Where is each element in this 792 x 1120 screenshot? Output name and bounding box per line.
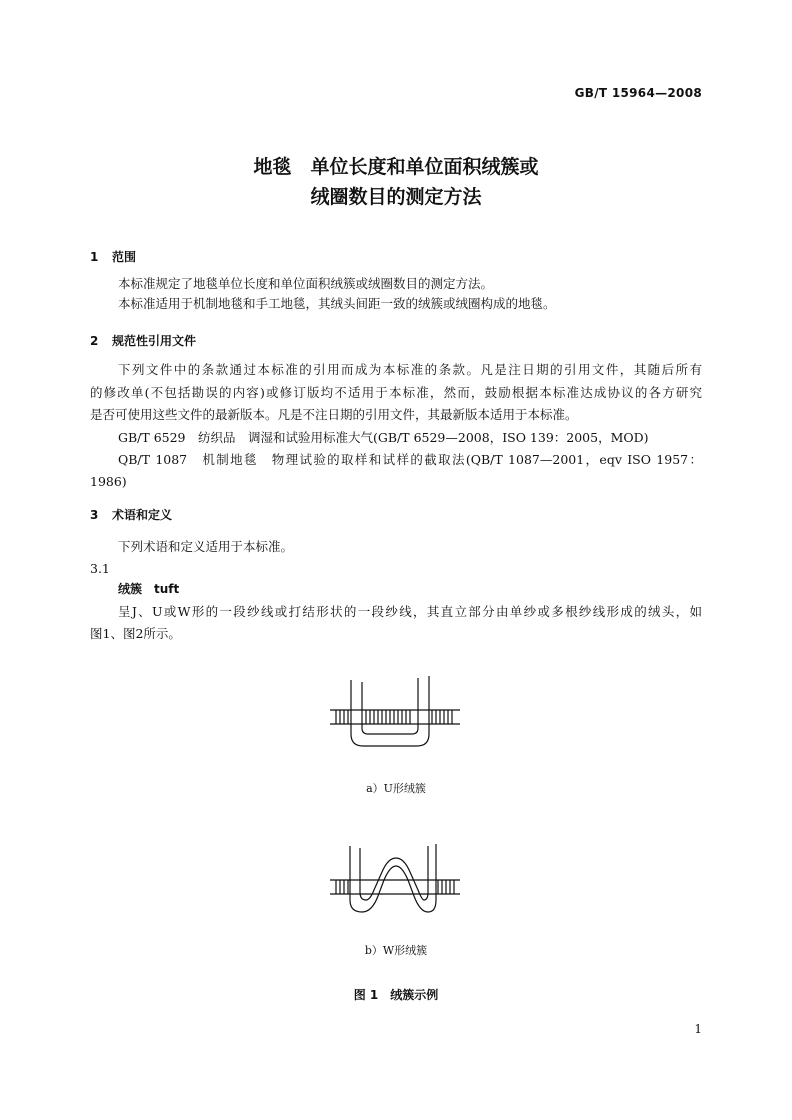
document-title	[0, 152, 792, 212]
title-line-2: 绒圈数目的测定方法	[310, 186, 482, 208]
section-2-paragraph-line-2: 的修改单(不包括勘误的内容)或修订版均不适用于本标准，然而，鼓励根据本标准达成协议的各方研究	[90, 385, 702, 400]
section-1-number: 1	[90, 250, 99, 264]
section-1-paragraph-1: 本标准规定了地毯单位长度和单位面积绒簇或绒圈数目的测定方法。	[118, 276, 494, 291]
page-number: 1	[694, 1022, 702, 1036]
w-tuft-diagram	[320, 840, 470, 928]
section-2-heading	[90, 332, 196, 349]
term-tuft: 绒簇 tuft	[118, 582, 180, 596]
section-1-heading	[90, 248, 136, 265]
subsection-3-1-number: 3.1	[90, 561, 110, 576]
figure-1a-caption: a）U形绒簇	[366, 782, 426, 795]
title-line-1: 地毯 单位长度和单位面积绒簇或	[253, 156, 539, 178]
u-tuft-diagram	[320, 672, 470, 760]
section-1-title: 范围	[112, 250, 137, 264]
term-definition-line-1: 呈J、U或W形的一段纱线或打结形状的一段纱线，其直立部分由单纱或多根纱线形成的绒头，如	[118, 604, 702, 619]
section-2-title: 规范性引用文件	[112, 334, 197, 348]
section-3-heading	[90, 506, 172, 523]
reference-gb-t-6529: GB/T 6529 纺织品 调湿和试验用标准大气(GB/T 6529—2008，ISO 139：2005，MOD)	[118, 430, 649, 445]
reference-qb-t-1087-line-1: QB/T 1087 机制地毯 物理试验的取样和试样的截取法(QB/T 1087—2001，eqv ISO 1957：	[118, 452, 702, 467]
figure-1-caption: 图 1 绒簇示例	[353, 988, 439, 1002]
figure-1b-caption: b）W形绒簇	[364, 944, 428, 957]
section-3-number: 3	[90, 508, 99, 522]
section-2-number: 2	[90, 334, 99, 348]
section-1-paragraph-2: 本标准适用于机制地毯和手工地毯，其绒头间距一致的绒簇或绒圈构成的地毯。	[118, 296, 556, 311]
reference-qb-t-1087-line-2: 1986)	[90, 474, 127, 489]
section-3-title: 术语和定义	[112, 508, 173, 522]
standard-code: GB/T 15964—2008	[574, 86, 702, 100]
term-definition-line-2: 图1、图2所示。	[90, 626, 181, 641]
section-3-paragraph: 下列术语和定义适用于本标准。	[118, 539, 294, 554]
section-2-paragraph-line-1: 下列文件中的条款通过本标准的引用而成为本标准的条款。凡是注日期的引用文件，其随后所有	[118, 362, 702, 377]
section-2-paragraph-line-3: 是否可使用这些文件的最新版本。凡是不注日期的引用文件，其最新版本适用于本标准。	[90, 407, 578, 422]
